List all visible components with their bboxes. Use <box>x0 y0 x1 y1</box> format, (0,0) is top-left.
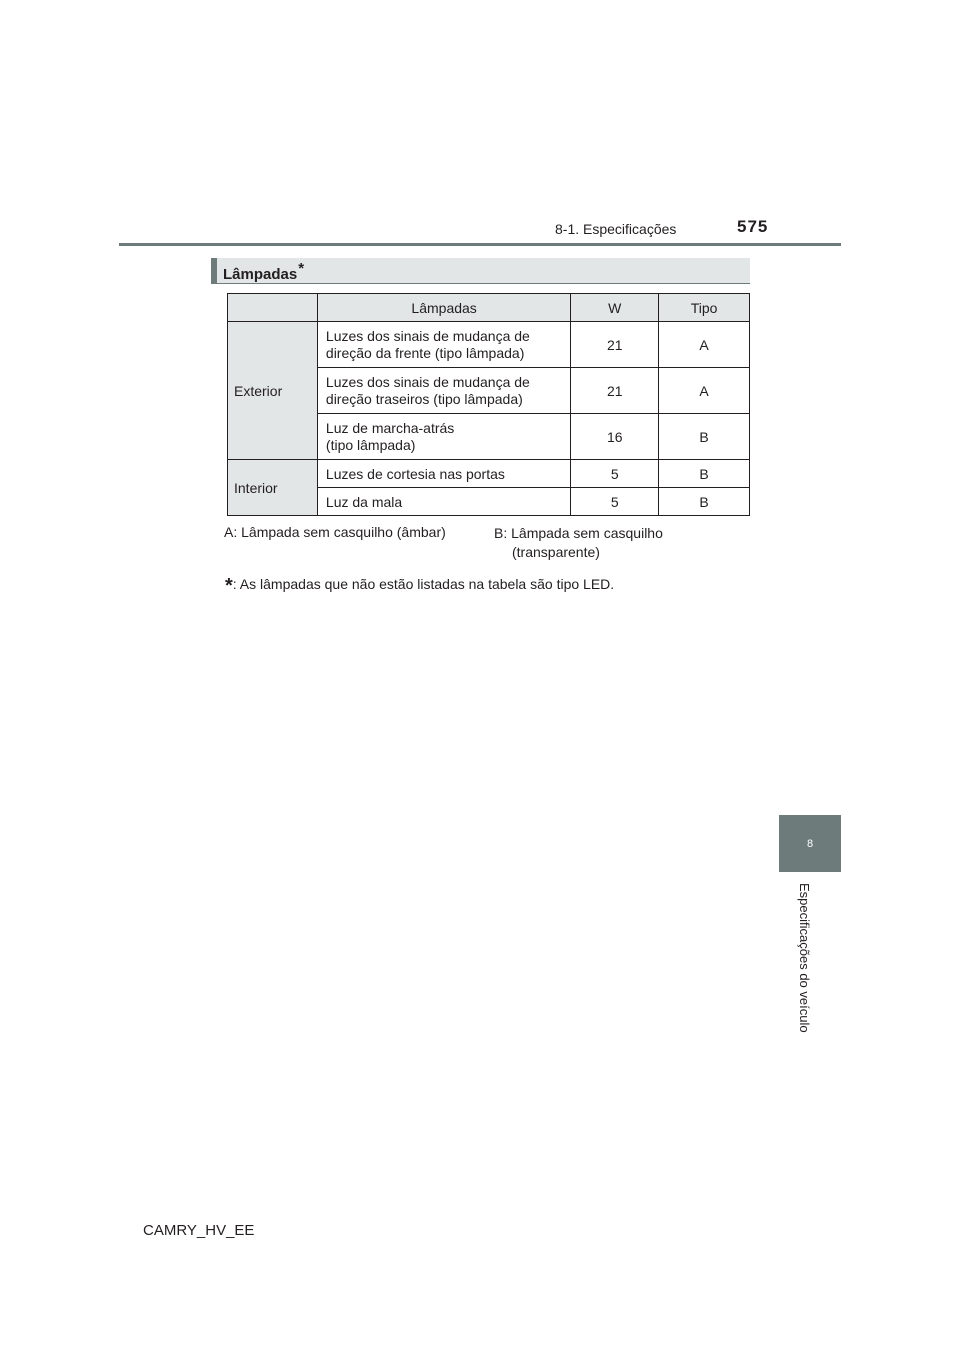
bulb-type: B <box>659 488 750 516</box>
chapter-number: 8 <box>806 837 814 850</box>
section-heading-accent <box>211 258 217 284</box>
bulb-name: Luzes dos sinais de mudança de direção da frente (tipo lâmpada) <box>317 322 570 368</box>
bulb-watts: 5 <box>571 488 659 516</box>
footer-model-code: CAMRY_HV_EE <box>143 1222 255 1239</box>
bulb-type: A <box>659 368 750 414</box>
legend-type-b-line2: (transparente) <box>512 544 600 560</box>
asterisk-marker: * <box>298 260 305 277</box>
page-number: 575 <box>737 217 769 236</box>
legend-type-a: A: Lâmpada sem casquilho (âmbar) <box>224 524 446 540</box>
table-header-lampadas: Lâmpadas <box>317 294 570 322</box>
bulb-watts: 16 <box>571 414 659 460</box>
bulb-watts: 21 <box>571 368 659 414</box>
asterisk-marker: * <box>225 575 233 597</box>
footnote-text: : As lâmpadas que não estão listadas na tabela são tipo LED. <box>232 576 615 592</box>
table-row <box>228 460 750 488</box>
bulb-watts: 5 <box>571 460 659 488</box>
table-row <box>228 322 750 368</box>
section-heading <box>223 260 304 283</box>
bulb-name: Luzes de cortesia nas portas <box>317 460 570 488</box>
legend-type-b-line1: B: Lâmpada sem casquilho <box>494 525 663 541</box>
bulb-type: A <box>659 322 750 368</box>
table-header-w: W <box>571 294 659 322</box>
group-label-interior: Interior <box>228 460 318 516</box>
bulb-name: Luz da mala <box>317 488 570 516</box>
bulb-type: B <box>659 414 750 460</box>
bulb-type: B <box>659 460 750 488</box>
table-header-empty <box>228 294 318 322</box>
table-header-row <box>228 294 750 322</box>
chapter-label: Especificações do veículo <box>797 883 812 1033</box>
chapter-tab <box>779 815 841 872</box>
bulb-name: Luzes dos sinais de mudança de direção traseiros (tipo lâmpada) <box>317 368 570 414</box>
header-divider <box>119 243 841 246</box>
bulb-watts: 21 <box>571 322 659 368</box>
section-heading-text: Lâmpadas <box>223 266 298 283</box>
bulb-name: Luz de marcha-atrás (tipo lâmpada) <box>317 414 570 460</box>
footnote <box>225 572 614 595</box>
legend-type-b <box>494 524 663 562</box>
group-label-exterior: Exterior <box>228 322 318 460</box>
header-section-title: 8-1. Especificações <box>555 221 677 237</box>
table-header-tipo: Tipo <box>659 294 750 322</box>
bulbs-table <box>227 293 750 516</box>
